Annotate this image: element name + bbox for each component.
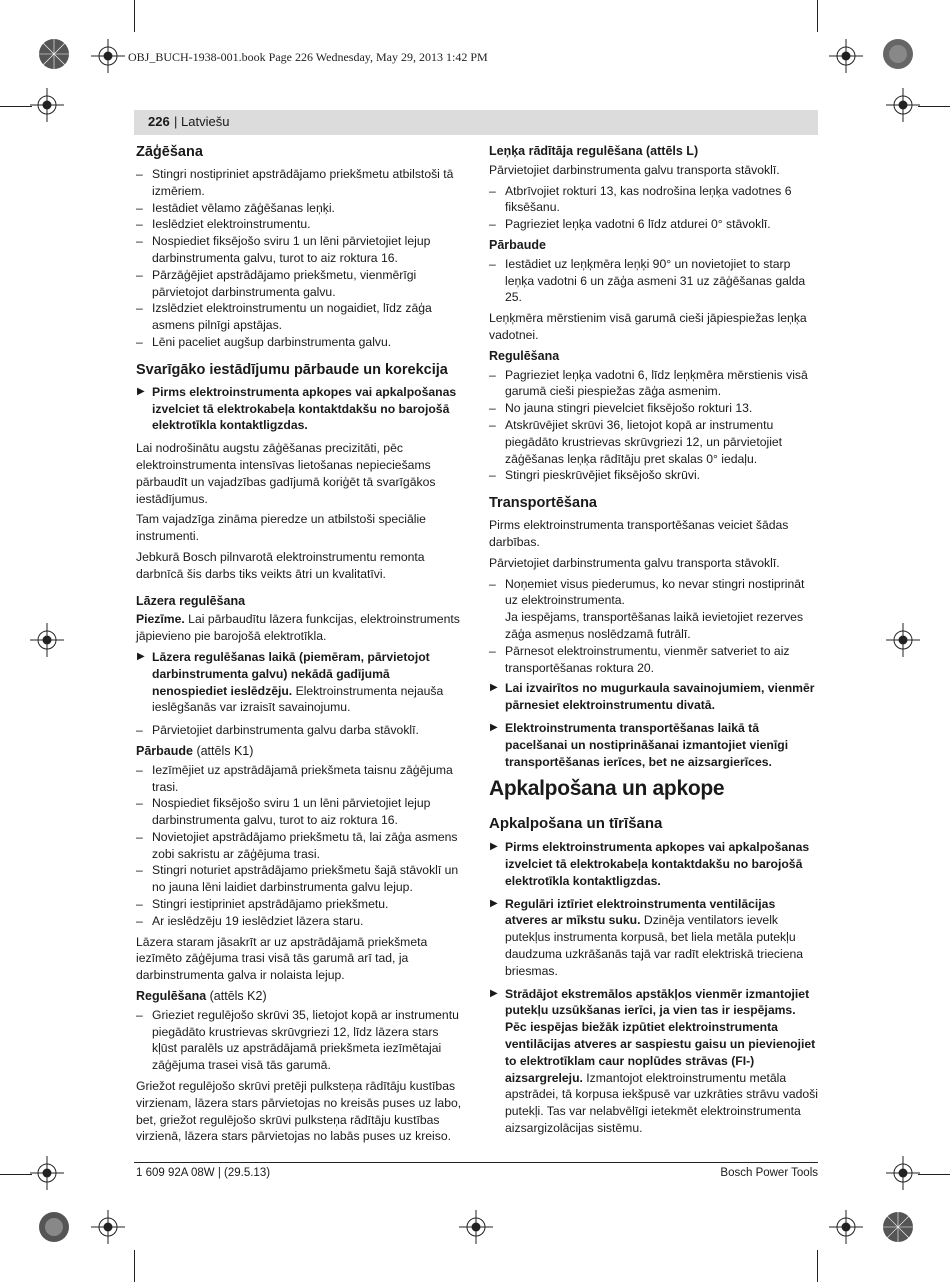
crop-mark [817, 1250, 818, 1282]
bullet-list [489, 183, 820, 233]
subsection-title: Leņķa rādītāja regulēšana (attēls L) [489, 144, 699, 158]
registration-mark-icon [886, 623, 920, 657]
footer-rule [134, 1162, 818, 1163]
subsection-title: Lāzera regulēšana [136, 593, 246, 608]
color-bar-icon [37, 1210, 71, 1244]
color-bar-icon [37, 37, 71, 71]
paragraph: Leņķmēra mērstienim visā garumā cieši jāpiespiežas leņķa vadotnei. [489, 311, 807, 342]
bullet-list [136, 166, 466, 351]
paragraph: Pārvietojiet darbinstrumenta galvu transporta stāvoklī. [489, 162, 780, 177]
list-item: – Atbrīvojiet rokturi 13, kas nodrošina leņķa vadotnes 6 fiksēšanu. [489, 183, 820, 217]
crop-mark [0, 106, 32, 107]
page-header [134, 110, 818, 135]
triangle-bullet-icon: ▶ [490, 721, 498, 733]
paragraph: Lāzera staram jāsakrīt ar uz apstrādājamā priekšmeta iezīmēto zāģējuma trasi visā tās garumā arī tad, ja darbinstrumenta galva ir nolaista lejup. [136, 934, 428, 983]
registration-mark-icon [886, 1156, 920, 1190]
warning-item: ▶ Lāzera regulēšanas laikā (piemēram, pārvietojot darbinstrumenta galvu) nekādā gadījumā nenospiediet ieslēdzēju. Elektroinstrumenta nejauša ieslēgšanās var izraisīt savainojumu. [137, 649, 444, 715]
warning-item: ▶ Lai izvairītos no mugurkaula savainojumiem, vienmēr pārnesiet elektroinstrumentu divatā. [490, 681, 815, 713]
list-item: – Nospiediet fiksējošo sviru 1 un lēni pārvietojiet lejup darbinstrumenta galvu, turot to aiz roktura 16. [136, 795, 466, 829]
chapter-title: Apkalpošana un apkope [489, 777, 725, 801]
list-item: – Stingri iestipriniet apstrādājamo priekšmetu. [136, 896, 466, 913]
header-language: | Latviešu [174, 114, 230, 129]
warning-item: ▶ Regulāri iztīriet elektroinstrumenta ventilācijas atveres ar mīkstu suku. Dzinēja ventilators ievelk putekļus instrumenta korpusā, bet liela metāla putekļu daudzuma uzkrāšanās tajā var radīt elektriskā trieciena briesmas. [490, 896, 804, 978]
registration-mark-icon [30, 1156, 64, 1190]
triangle-bullet-icon: ▶ [490, 897, 498, 909]
list-item: – Ieslēdziet elektroinstrumentu. [136, 216, 466, 233]
list-item: – Pagrieziet leņķa vadotni 6 līdz atdurei 0° stāvoklī. [489, 216, 820, 233]
registration-mark-icon [829, 39, 863, 73]
list-item: – Atskrūvējiet skrūvi 36, lietojot kopā ar instrumentu piegādāto krustrievas skrūvgriezi 12, un pārvietojiet zāģēšanas leņķa rādītāju pret skalas 0° iedaļu. [489, 417, 820, 467]
crop-mark [0, 1174, 32, 1175]
triangle-bullet-icon: ▶ [490, 682, 498, 694]
subsection-title: Pārbaude (attēls K1) [136, 743, 254, 758]
registration-mark-icon [91, 39, 125, 73]
color-bar-icon [881, 1210, 915, 1244]
section-title: Transportēšana [489, 495, 597, 512]
bullet-list [489, 256, 820, 306]
paragraph: Griežot regulējošo skrūvi pretēji pulksteņa rādītāju kustības virzienam, lāzera stars pārvietojas no kreisās puses uz labo, bet, griežot regulējošo skrūvi pulksteņa rādītāju kustības virzienā, lāzera stars pārvietojas no labās puses uz kreiso. [136, 1079, 462, 1144]
right-column [489, 143, 820, 1143]
list-item: – Iestādiet uz leņķmēra leņķi 90° un novietojiet to starp leņķa vadotni 6 un zāģa asmeni 31 uz zāģēšanas galda 25. [489, 256, 820, 306]
subsection-title: Regulēšana (attēls K2) [136, 989, 267, 1004]
registration-mark-icon [459, 1210, 493, 1244]
footer-brand: Bosch Power Tools [720, 1167, 818, 1179]
warning-item: ▶ Pirms elektroinstrumenta apkopes vai apkalpošanas izvelciet tā elektrokabeļa kontaktdakšu no barojošā elektrotīkla kontaktligzdas. [137, 384, 457, 433]
paragraph: Lai nodrošinātu augstu zāģēšanas precizitāti, pēc elektroinstrumenta intensīvas lietošanas nepieciešams pārbaudīt un vajadzības gadījumā koriģēt tā svarīgākos iestādījumus. [136, 441, 436, 506]
triangle-bullet-icon: ▶ [137, 650, 145, 662]
list-item: – Lēni paceliet augšup darbinstrumenta galvu. [136, 334, 466, 351]
page-number: 226 [148, 114, 170, 129]
registration-mark-icon [30, 88, 64, 122]
bullet-list [489, 367, 820, 485]
print-slug: OBJ_BUCH-1938-001.book Page 226 Wednesday, May 29, 2013 1:42 PM [128, 50, 488, 64]
bullet-list [136, 762, 466, 930]
list-item: – Iestādiet vēlamo zāģēšanas leņķi. [136, 200, 466, 217]
list-item: – Izslēdziet elektroinstrumentu un nogaidiet, līdz zāģa asmens pilnīgi apstājas. [136, 300, 466, 334]
list-item: – Pārnesot elektroinstrumentu, vienmēr satveriet to aiz transportēšanas roktura 20. [489, 643, 820, 677]
registration-mark-icon [829, 1210, 863, 1244]
list-item: – Pārzāģējiet apstrādājamo priekšmetu, vienmērīgi pārvietojot darbinstrumenta galvu. [136, 267, 466, 301]
warning-item: ▶ Pirms elektroinstrumenta apkopes vai apkalpošanas izvelciet tā elektrokabeļa kontaktdakšu no barojošā elektrotīkla kontaktligzdas. [490, 840, 810, 888]
warning-item: ▶ Elektroinstrumenta transportēšanas laikā tā pacelšanai un nostiprināšanai izmantojiet vienīgi transportēšanas ierīces, bet ne aizsargierīces. [490, 720, 789, 769]
list-item: – Stingri noturiet apstrādājamo priekšmetu šajā stāvoklī un no jauna lēni laidiet darbinstrumenta galvu lejup. [136, 862, 466, 896]
paragraph: Jebkurā Bosch pilnvarotā elektroinstrumentu remonta darbnīcā šis darbs tiks veikts ātri un kvalitatīvi. [136, 549, 425, 581]
subsection-title: Regulēšana [489, 348, 560, 363]
section-title: Apkalpošana un tīrīšana [489, 815, 663, 833]
registration-mark-icon [30, 623, 64, 657]
color-bar-icon [881, 37, 915, 71]
triangle-bullet-icon: ▶ [490, 987, 498, 999]
list-item: – Nospiediet fiksējošo sviru 1 un lēni pārvietojiet lejup darbinstrumenta galvu, turot to aiz roktura 16. [136, 233, 466, 267]
list-item: – Novietojiet apstrādājamo priekšmetu tā, lai zāģa asmens zobi sakristu ar zāģējuma trasi. [136, 829, 466, 863]
section-title: Svarīgāko iestādījumu pārbaude un korekcija [136, 361, 448, 378]
list-item: – Iezīmējiet uz apstrādājamā priekšmeta taisnu zāģējuma trasi. [136, 762, 466, 796]
paragraph: Pārvietojiet darbinstrumenta galvu transporta stāvoklī. [489, 555, 780, 570]
list-item: – Stingri nostipriniet apstrādājamo priekšmetu atbilstoši tā izmēriem. [136, 166, 466, 200]
left-column [136, 143, 466, 1149]
bullet-list [136, 722, 466, 739]
list-item: – Pagrieziet leņķa vadotni 6, līdz leņķmēra mērstienis visā garumā cieši piespiežas zāģa asmenim. [489, 367, 820, 401]
list-item: – Ar ieslēdzēju 19 ieslēdziet lāzera staru. [136, 913, 466, 930]
warning-item: ▶ Strādājot ekstremālos apstākļos vienmēr izmantojiet putekļu uzsūkšanas ierīci, ja vien tas ir iespējams. Pēc iespējas biežāk izpūtiet elektroinstrumenta ventilācijas atveres ar saspiestu gaisu un pievienojiet to elektrotīklam caur noplūdes strāvas (FI-) aizsargreleju. Izmantojot elektroinstrumentu metāla apstrādei, tā korpusa iekšpusē var uzkrāties strāvu vadoši putekļi. Tas var nelabvēlīgi ietekmēt elektroinstrumenta aizsargizolācijas sistēmu. [490, 986, 818, 1136]
list-item: – Pārvietojiet darbinstrumenta galvu darba stāvoklī. [136, 722, 466, 739]
note-paragraph: Piezīme. Lai pārbaudītu lāzera funkcijas, elektroinstruments jāpievieno pie barojošā elektrotīkla. [136, 612, 460, 644]
crop-mark [134, 1250, 135, 1282]
bullet-list [136, 1007, 466, 1074]
list-item: – Noņemiet visus piederumus, ko nevar stingri nostiprināt uz elektroinstrumenta. Ja iespējams, transportēšanas laikā ievietojiet rezerves zāģa asmeņus noslēdzamā futrālī. [489, 576, 820, 643]
footer-code: 1 609 92A 08W | (29.5.13) [136, 1167, 271, 1179]
triangle-bullet-icon: ▶ [137, 385, 145, 397]
paragraph: Pirms elektroinstrumenta transportēšanas veiciet šādas darbības. [489, 518, 789, 549]
registration-mark-icon [886, 88, 920, 122]
crop-mark [918, 106, 950, 107]
subsection-title: Pārbaude [489, 237, 546, 252]
bullet-list [489, 576, 820, 677]
paragraph: Tam vajadzīga zināma pieredze un atbilstoši speciālie instrumenti. [136, 512, 426, 544]
crop-mark [134, 0, 135, 32]
registration-mark-icon [91, 1210, 125, 1244]
list-item: – Stingri pieskrūvējiet fiksējošo skrūvi. [489, 467, 820, 484]
list-item: – Grieziet regulējošo skrūvi 35, lietojot kopā ar instrumentu piegādāto krustrievas skrūvgriezi 12, līdz lāzera stars kļūst paralēls uz apstrādājamā priekšmeta iezīmētajai zāģējuma trasei visā tās garumā. [136, 1007, 466, 1074]
section-title: Zāģēšana [136, 144, 203, 160]
crop-mark [817, 0, 818, 32]
triangle-bullet-icon: ▶ [490, 841, 498, 853]
list-item: – No jauna stingri pievelciet fiksējošo rokturi 13. [489, 400, 820, 417]
crop-mark [918, 1174, 950, 1175]
